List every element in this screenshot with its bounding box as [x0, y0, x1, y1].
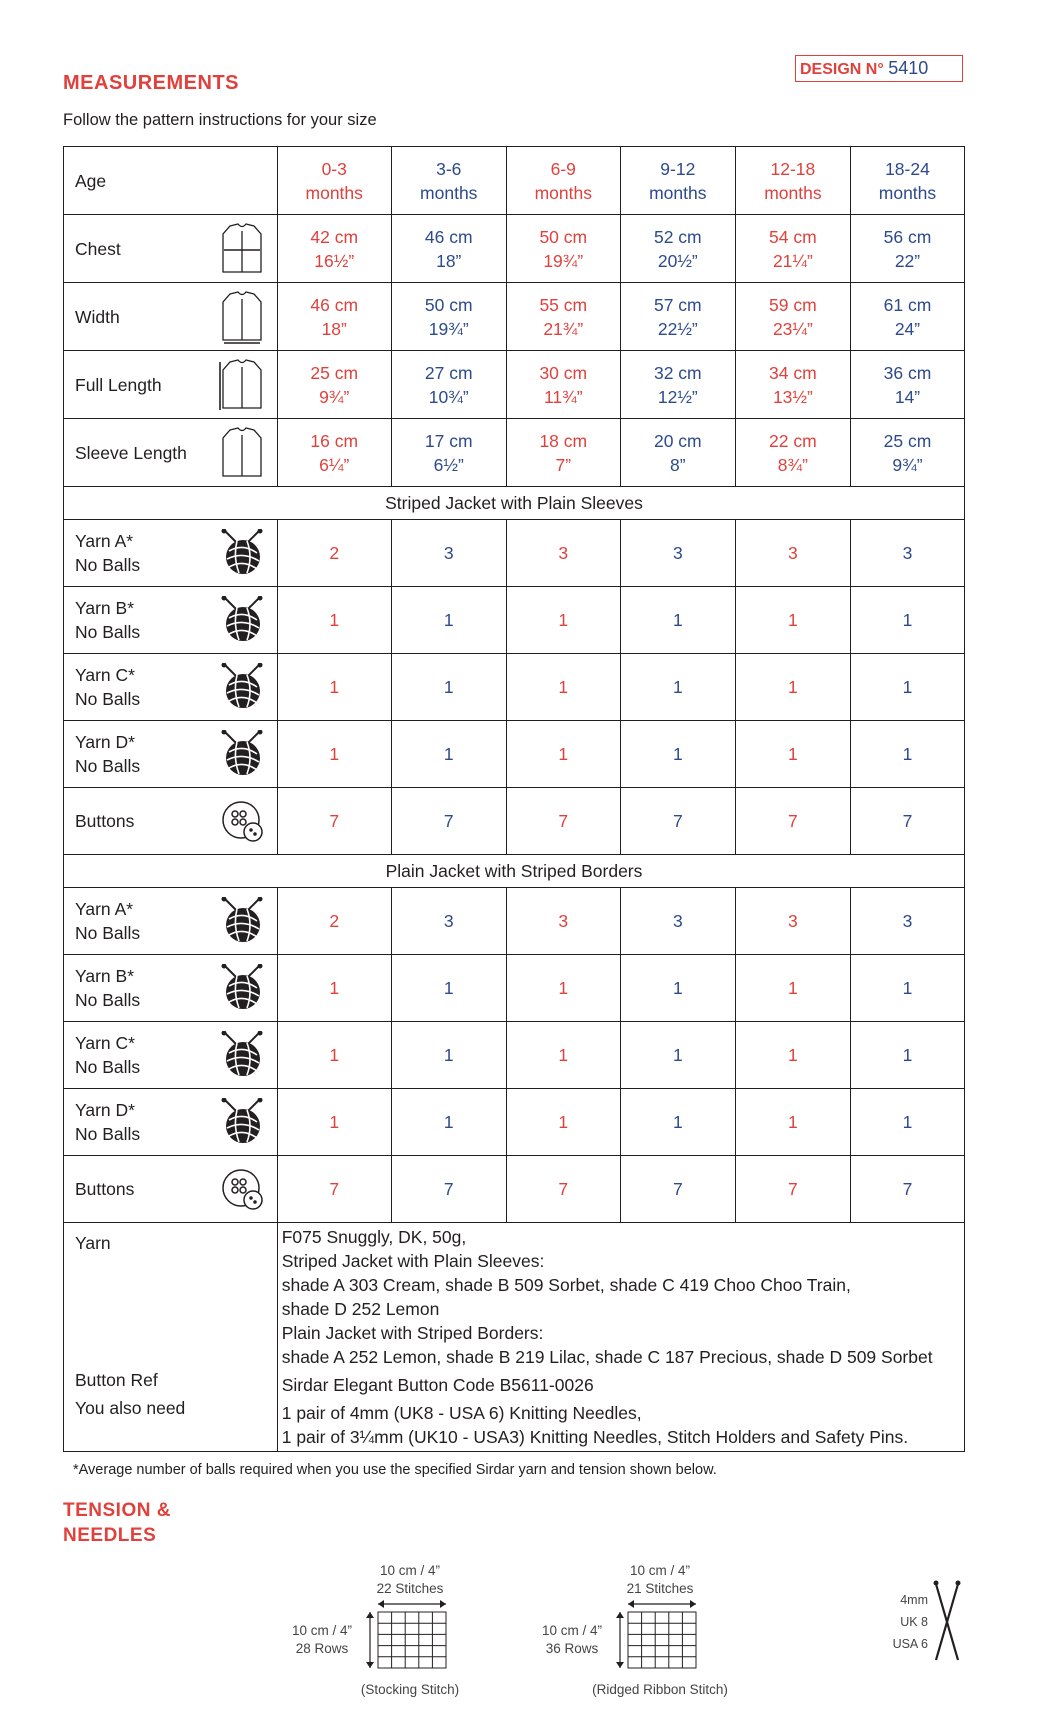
tension-title	[63, 1498, 171, 1548]
value-inch: 18”	[436, 250, 462, 271]
yarn-count-value: 1	[620, 654, 735, 721]
yarn-count-value: 7	[506, 788, 620, 855]
measurement-value	[391, 419, 506, 487]
yarn-count-value: 3	[850, 520, 964, 587]
yarn-row-label	[64, 721, 209, 788]
size-range: 0-3	[321, 158, 347, 179]
yarn-count-value: 1	[850, 1022, 964, 1089]
yarn-count-value: 7	[277, 1156, 391, 1223]
measurement-value	[620, 215, 735, 283]
gauge1-rows: 28 Rows	[295, 1641, 349, 1656]
measurement-value	[620, 283, 735, 351]
yarn-count-value: 1	[620, 721, 735, 788]
measurement-value	[850, 283, 964, 351]
age-row	[64, 147, 965, 215]
value-inch: 19¾”	[428, 318, 469, 339]
yarn-row	[64, 1156, 965, 1223]
yarn-count-value: 1	[735, 587, 850, 654]
measurement-value	[850, 419, 964, 487]
yarn-row-label	[64, 1089, 209, 1156]
yarn-count-value: 2	[277, 888, 391, 955]
measurement-row	[64, 215, 965, 283]
yarn-count-label: No Balls	[75, 756, 141, 776]
value-inch: 7”	[555, 454, 572, 475]
section-title: Striped Jacket with Plain Sleeves	[64, 487, 965, 520]
yarn-ball-icon	[219, 897, 265, 945]
button-ref-label: Button Ref	[75, 1370, 158, 1390]
yarn-name: Yarn C*	[75, 665, 135, 685]
value-inch: 11¾”	[543, 386, 583, 407]
yarn-ball-icon	[219, 596, 265, 644]
yarn-name: Yarn A*	[75, 531, 134, 551]
value-cm: 52 cm	[653, 226, 702, 247]
yarn-count-value: 3	[735, 888, 850, 955]
yarn-ball-icon	[219, 663, 265, 711]
gauge2-rows: 36 Rows	[545, 1641, 599, 1656]
gauge2-stitches: 21 Stitches	[626, 1581, 694, 1596]
value-cm: 57 cm	[653, 294, 702, 315]
yarn-count-value: 3	[391, 520, 506, 587]
size-unit: months	[878, 182, 937, 203]
yarn-row-label	[64, 955, 209, 1022]
yarn-count-value: 1	[620, 1022, 735, 1089]
button-icon	[221, 1168, 263, 1210]
value-inch: 9¾”	[319, 386, 350, 407]
value-cm: 50 cm	[424, 294, 473, 315]
yarn-row-label	[64, 654, 209, 721]
yarn-row	[64, 1089, 965, 1156]
sleeve-measure-icon	[218, 426, 266, 480]
measurement-label: Sleeve Length	[64, 419, 209, 487]
value-inch: 21¾”	[543, 318, 584, 339]
yarn-count-value: 7	[735, 788, 850, 855]
yarn-info-text	[277, 1223, 964, 1452]
measurement-value	[620, 351, 735, 419]
yarn-name: Yarn D*	[75, 732, 135, 752]
yarn-count-value: 3	[506, 520, 620, 587]
yarn-count-value: 7	[620, 1156, 735, 1223]
measurement-value	[277, 419, 391, 487]
yarn-count-value: 1	[277, 955, 391, 1022]
yarn-name: Yarn B*	[75, 598, 135, 618]
measurement-label: Width	[64, 283, 209, 351]
size-header	[277, 147, 391, 215]
yarn-row-label	[64, 520, 209, 587]
yarn-count-value: 7	[850, 1156, 964, 1223]
yarn-count-value: 7	[735, 1156, 850, 1223]
yarn-name: Yarn B*	[75, 966, 135, 986]
yarn-row-label	[64, 1156, 209, 1223]
yarn-count-value: 1	[277, 654, 391, 721]
yarn-count-label: No Balls	[75, 555, 141, 575]
yarn-row-label	[64, 788, 209, 855]
yarn-count-label: No Balls	[75, 923, 141, 943]
value-cm: 25 cm	[310, 362, 359, 383]
value-cm: 17 cm	[424, 430, 473, 451]
value-inch: 18”	[321, 318, 347, 339]
measurement-row	[64, 419, 965, 487]
width-measure-icon	[218, 290, 266, 344]
measurement-value	[506, 215, 620, 283]
value-cm: 36 cm	[883, 362, 932, 383]
value-cm: 22 cm	[769, 430, 817, 451]
yarn-count-value: 1	[735, 654, 850, 721]
value-cm: 46 cm	[424, 226, 473, 247]
size-unit: months	[764, 182, 822, 203]
yarn-count-value: 7	[620, 788, 735, 855]
yarn-info-line: F075 Snuggly, DK, 50g,	[281, 1227, 467, 1247]
yarn-count-value: 1	[620, 1089, 735, 1156]
measurement-label: Chest	[64, 215, 209, 283]
yarn-count-value: 1	[850, 587, 964, 654]
value-cm: 54 cm	[769, 226, 817, 247]
needle-usa: USA 6	[892, 1637, 928, 1651]
yarn-count-value: 7	[277, 788, 391, 855]
measurement-label: Full Length	[64, 351, 209, 419]
value-cm: 61 cm	[883, 294, 932, 315]
yarn-count-value: 3	[620, 888, 735, 955]
yarn-count-label: No Balls	[75, 1057, 141, 1077]
size-range: 18-24	[885, 158, 930, 179]
size-range: 12-18	[770, 158, 816, 179]
knitting-needles-icon	[932, 1578, 962, 1664]
yarn-row	[64, 654, 965, 721]
yarn-count-label: No Balls	[75, 622, 141, 642]
yarn-count-label: No Balls	[75, 689, 141, 709]
section-header-row	[64, 855, 965, 888]
yarn-ball-icon	[219, 964, 265, 1012]
also-need-line: 1 pair of 3¼mm (UK10 - USA3) Knitting Needles, Stitch Holders and Safety Pins.	[281, 1427, 909, 1447]
yarn-count-value: 1	[506, 587, 620, 654]
yarn-row-label	[64, 1022, 209, 1089]
yarn-count-value: 1	[620, 587, 735, 654]
yarn-info-labels	[64, 1223, 278, 1452]
yarn-row	[64, 1022, 965, 1089]
section-title: Plain Jacket with Striped Borders	[64, 855, 965, 888]
yarn-row	[64, 788, 965, 855]
yarn-row-label	[64, 888, 209, 955]
yarn-count-value: 1	[277, 1022, 391, 1089]
value-cm: 27 cm	[424, 362, 473, 383]
yarn-count-value: 1	[277, 1089, 391, 1156]
needle-uk: UK 8	[900, 1615, 928, 1629]
yarn-count-value: 1	[506, 721, 620, 788]
yarn-count-value: 3	[735, 520, 850, 587]
measurement-row	[64, 283, 965, 351]
chest-measure-icon	[218, 222, 266, 276]
yarn-name: Yarn C*	[75, 1033, 135, 1053]
yarn-count-value: 1	[506, 654, 620, 721]
yarn-label: Yarn	[75, 1233, 111, 1253]
yarn-count-value: 1	[506, 1022, 620, 1089]
value-cm: 50 cm	[539, 226, 588, 247]
measurement-row	[64, 351, 965, 419]
page-title: MEASUREMENTS	[63, 72, 240, 94]
value-inch: 8”	[670, 454, 686, 475]
value-cm: 46 cm	[310, 294, 359, 315]
value-cm: 56 cm	[883, 226, 932, 247]
measurement-value	[506, 351, 620, 419]
yarn-count-value: 3	[620, 520, 735, 587]
value-inch: 6½”	[433, 454, 464, 475]
yarn-count-value: 2	[277, 520, 391, 587]
yarn-count-value: 1	[391, 654, 506, 721]
yarn-info-row	[64, 1223, 965, 1452]
value-cm: 30 cm	[539, 362, 588, 383]
also-need-line: 1 pair of 4mm (UK8 - USA 6) Knitting Needles,	[281, 1403, 642, 1423]
value-inch: 21¼”	[772, 250, 813, 271]
yarn-count-value: 1	[850, 955, 964, 1022]
measurement-value	[850, 351, 964, 419]
yarn-count-value: 1	[735, 955, 850, 1022]
measurement-value	[850, 215, 964, 283]
needle-size: 4mm	[900, 1593, 928, 1607]
value-cm: 55 cm	[539, 294, 588, 315]
gauge1-width-label: 10 cm / 4”	[379, 1563, 441, 1578]
gauge1-stitches: 22 Stitches	[376, 1581, 444, 1596]
gauge2-height-label: 10 cm / 4”	[541, 1623, 603, 1638]
yarn-info-line: shade A 252 Lemon, shade B 219 Lilac, shade C 187 Precious, shade D 509 Sorbet	[281, 1347, 933, 1367]
yarn-name: Buttons	[75, 1179, 135, 1199]
yarn-row	[64, 520, 965, 587]
yarn-row	[64, 955, 965, 1022]
value-inch: 14”	[894, 386, 921, 407]
gauge1-height-label: 10 cm / 4”	[291, 1623, 353, 1638]
measurement-value	[391, 283, 506, 351]
measurement-value	[735, 215, 850, 283]
gauge1-grid-icon	[360, 1598, 460, 1670]
measurement-value	[277, 215, 391, 283]
yarn-count-label: No Balls	[75, 990, 141, 1010]
size-range: 3-6	[436, 158, 462, 179]
yarn-count-value: 7	[506, 1156, 620, 1223]
size-header	[506, 147, 620, 215]
page-subtitle: Follow the pattern instructions for your size	[63, 111, 377, 129]
measurement-value	[391, 351, 506, 419]
yarn-count-value: 3	[850, 888, 964, 955]
value-inch: 23¼”	[772, 318, 813, 339]
value-inch: 10¾”	[428, 386, 469, 407]
gauge1-stitch-name: (Stocking Stitch)	[360, 1682, 460, 1697]
yarn-count-value: 3	[506, 888, 620, 955]
yarn-info-line: shade A 303 Cream, shade B 509 Sorbet, shade C 419 Choo Choo Train,	[281, 1275, 851, 1295]
value-cm: 59 cm	[769, 294, 817, 315]
yarn-count-value: 1	[506, 955, 620, 1022]
yarn-info-line: shade D 252 Lemon	[281, 1299, 440, 1319]
yarn-count-value: 1	[277, 587, 391, 654]
value-inch: 19¾”	[543, 250, 584, 271]
size-header	[850, 147, 964, 215]
yarn-count-value: 1	[506, 1089, 620, 1156]
yarn-count-value: 1	[391, 587, 506, 654]
value-inch: 20½”	[657, 250, 698, 271]
yarn-row	[64, 587, 965, 654]
measurement-value	[391, 215, 506, 283]
yarn-info-line: Striped Jacket with Plain Sleeves:	[281, 1251, 545, 1271]
yarn-count-value: 1	[850, 654, 964, 721]
size-unit: months	[649, 182, 707, 203]
yarn-count-value: 1	[850, 721, 964, 788]
yarn-count-value: 1	[391, 1022, 506, 1089]
size-unit: months	[305, 182, 363, 203]
yarn-name: Buttons	[75, 811, 135, 831]
design-number: 5410	[888, 58, 929, 78]
value-cm: 18 cm	[539, 430, 588, 451]
value-inch: 16½”	[314, 250, 355, 271]
value-inch: 22”	[894, 250, 921, 271]
age-label: Age	[64, 147, 209, 215]
measurements-table	[63, 146, 965, 1452]
yarn-name: Yarn A*	[75, 899, 134, 919]
value-inch: 22½”	[657, 318, 698, 339]
design-number-box	[795, 55, 963, 82]
yarn-count-value: 1	[391, 721, 506, 788]
yarn-row	[64, 721, 965, 788]
measurement-value	[735, 351, 850, 419]
measurement-value	[277, 351, 391, 419]
tension-title-line2: NEEDLES	[63, 1525, 157, 1546]
value-inch: 9¾”	[892, 454, 923, 475]
size-unit: months	[420, 182, 478, 203]
size-header	[391, 147, 506, 215]
value-inch: 13½”	[772, 386, 813, 407]
size-header	[620, 147, 735, 215]
measurement-value	[277, 283, 391, 351]
gauge2-width-label: 10 cm / 4”	[629, 1563, 691, 1578]
measurement-value	[620, 419, 735, 487]
button-icon	[221, 800, 263, 842]
yarn-count-value: 1	[391, 955, 506, 1022]
value-inch: 24”	[894, 318, 921, 339]
yarn-row-label	[64, 587, 209, 654]
yarn-ball-icon	[219, 529, 265, 577]
yarn-count-value: 1	[735, 721, 850, 788]
yarn-count-label: No Balls	[75, 1124, 141, 1144]
yarn-name: Yarn D*	[75, 1100, 135, 1120]
size-range: 6-9	[550, 158, 576, 179]
value-cm: 34 cm	[769, 362, 817, 383]
size-header	[735, 147, 850, 215]
value-cm: 20 cm	[653, 430, 702, 451]
yarn-count-value: 1	[277, 721, 391, 788]
length-measure-icon	[218, 358, 266, 412]
yarn-count-value: 1	[620, 955, 735, 1022]
yarn-ball-icon	[219, 1031, 265, 1079]
yarn-count-value: 3	[391, 888, 506, 955]
value-inch: 8¾”	[777, 454, 808, 475]
value-cm: 32 cm	[653, 362, 702, 383]
yarn-count-value: 1	[850, 1089, 964, 1156]
measurement-value	[735, 419, 850, 487]
yarn-count-value: 7	[391, 788, 506, 855]
button-ref-value: Sirdar Elegant Button Code B5611-0026	[281, 1375, 594, 1395]
yarn-ball-icon	[219, 730, 265, 778]
yarn-row	[64, 888, 965, 955]
yarn-count-value: 1	[735, 1022, 850, 1089]
yarn-ball-icon	[219, 1098, 265, 1146]
section-header-row	[64, 487, 965, 520]
gauge2-stitch-name: (Ridged Ribbon Stitch)	[592, 1682, 728, 1697]
gauge2-grid-icon	[610, 1598, 710, 1670]
also-need-label: You also need	[75, 1398, 186, 1418]
yarn-count-value: 1	[735, 1089, 850, 1156]
footnote: *Average number of balls required when you use the specified Sirdar yarn and tension shown below.	[73, 1462, 717, 1478]
design-label: DESIGN N°	[800, 61, 884, 78]
yarn-count-value: 7	[391, 1156, 506, 1223]
measurement-value	[735, 283, 850, 351]
tension-title-line1: TENSION &	[63, 1500, 171, 1521]
yarn-count-value: 7	[850, 788, 964, 855]
value-cm: 42 cm	[310, 226, 359, 247]
value-inch: 12½”	[657, 386, 698, 407]
yarn-info-line: Plain Jacket with Striped Borders:	[281, 1323, 544, 1343]
value-inch: 6¼”	[319, 454, 350, 475]
value-cm: 25 cm	[883, 430, 932, 451]
measurement-value	[506, 419, 620, 487]
size-range: 9-12	[660, 158, 696, 179]
value-cm: 16 cm	[310, 430, 359, 451]
size-unit: months	[534, 182, 592, 203]
yarn-count-value: 1	[391, 1089, 506, 1156]
measurement-value	[506, 283, 620, 351]
